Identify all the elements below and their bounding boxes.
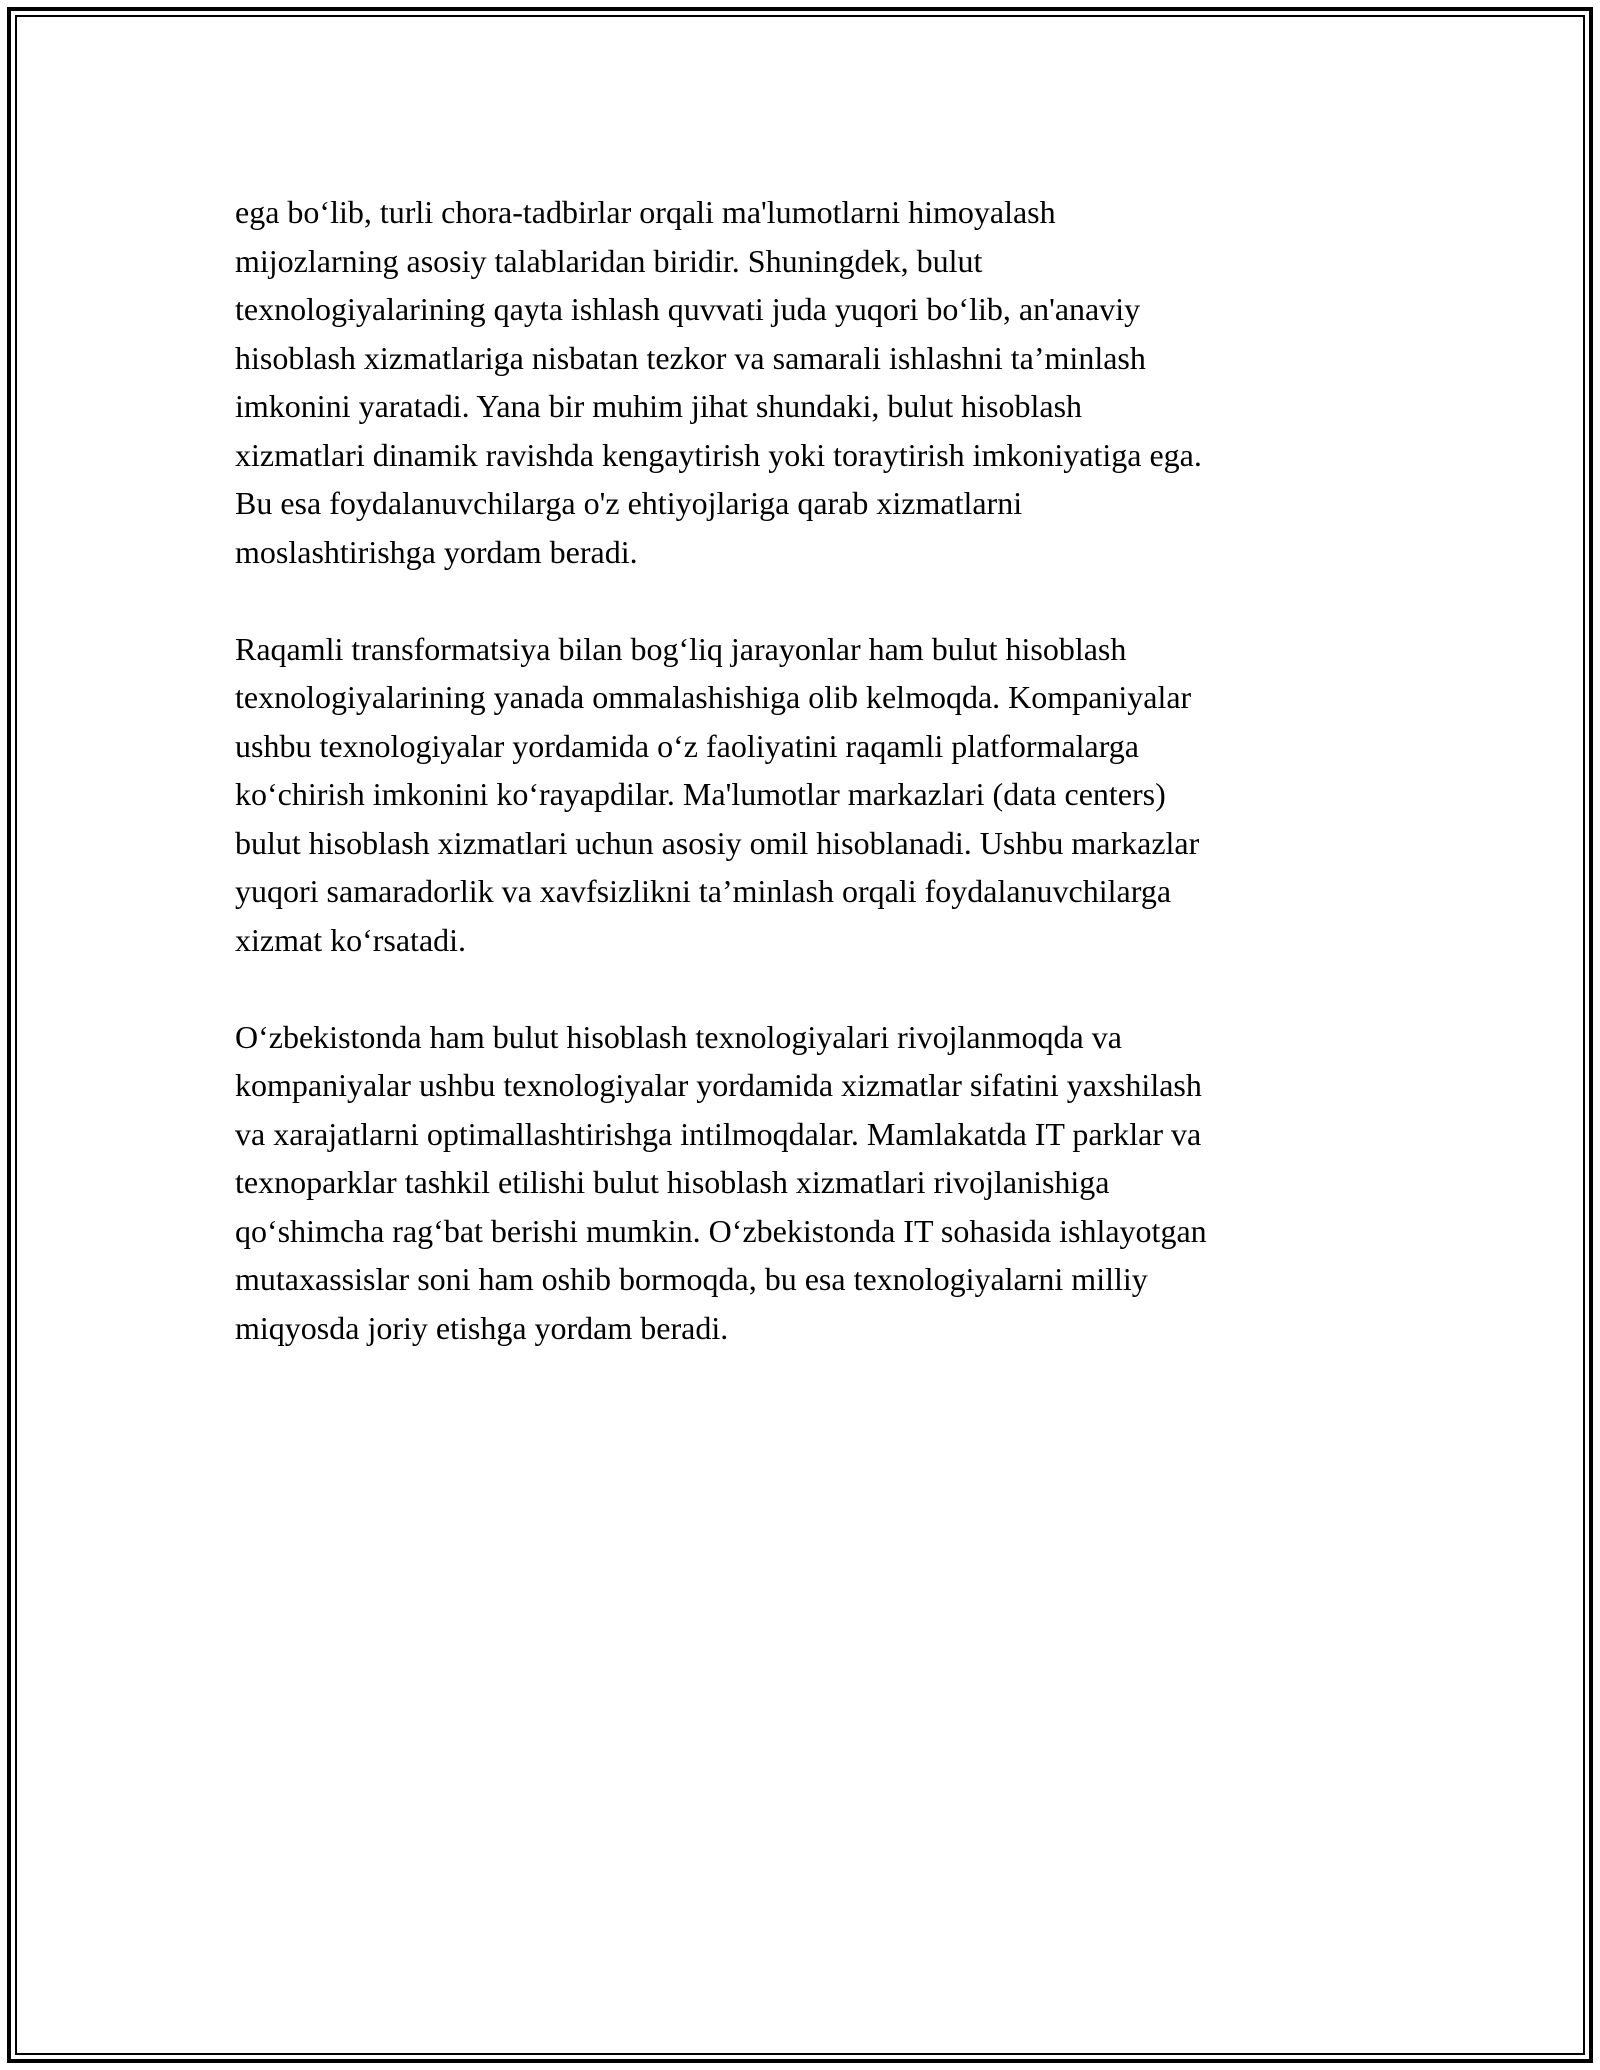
text-line: moslashtirishga yordam beradi. — [235, 533, 638, 570]
text-line: texnologiyalarining yanada ommalashishiga olib kelmoqda. Kompaniyalar — [235, 679, 1192, 715]
text-line: imkonini yaratadi. Yana bir muhim jihat shundaki, bulut hisoblash — [235, 388, 1083, 424]
text-line: bulut hisoblash xizmatlari uchun asosiy omil hisoblanadi. Ushbu markazlar — [235, 824, 1200, 861]
text-line: kompaniyalar ushbu texnologiyalar yordamida xizmatlar sifatini yaxshilash — [235, 1067, 1202, 1103]
text-line: qo‘shimcha rag‘bat berishi mumkin. O‘zbekistonda IT sohasida ishlayotgan — [235, 1212, 1207, 1249]
document-body — [235, 188, 1375, 1401]
text-line: xizmat ko‘rsatadi. — [235, 921, 467, 958]
text-line: va xarajatlarni optimallashtirishga intilmoqdalar. Mamlakatda IT parklar va — [235, 1115, 1202, 1152]
paragraph-3 — [235, 1013, 1375, 1353]
text-line: Bu esa foydalanuvchilarga o'z ehtiyojlariga qarab xizmatlarni — [235, 485, 1023, 521]
text-line: hisoblash xizmatlariga nisbatan tezkor va samarali ishlashni ta’minlash — [235, 339, 1146, 376]
paragraph-1 — [235, 188, 1375, 576]
text-line: texnoparklar tashkil etilishi bulut hisoblash xizmatlari rivojlanishiga — [235, 1164, 1110, 1200]
text-line: miqyosda joriy etishga yordam beradi. — [235, 1309, 729, 1346]
text-line: mutaxassislar soni ham oshib bormoqda, bu esa texnologiyalarni milliy — [235, 1261, 1148, 1297]
text-line: xizmatlari dinamik ravishda kengaytirish yoki toraytirish imkoniyatiga ega. — [235, 436, 1202, 473]
text-line: ushbu texnologiyalar yordamida o‘z faoliyatini raqamli platformalarga — [235, 727, 1139, 764]
text-line: texnologiyalarining qayta ishlash quvvati juda yuqori bo‘lib, an'anaviy — [235, 291, 1141, 327]
text-line: ko‘chirish imkonini ko‘rayapdilar. Ma'lumotlar markazlari (data centers) — [235, 776, 1166, 812]
paragraph-2 — [235, 625, 1375, 965]
text-line: ega bo‘lib, turli chora-tadbirlar orqali ma'lumotlarni himoyalash — [235, 194, 1056, 230]
text-line: mijozlarning asosiy talablaridan biridir. Shuningdek, bulut — [235, 242, 983, 279]
text-line: Raqamli transformatsiya bilan bog‘liq jarayonlar ham bulut hisoblash — [235, 630, 1127, 667]
text-line: O‘zbekistonda ham bulut hisoblash texnologiyalari rivojlanmoqda va — [235, 1018, 1122, 1055]
text-line: yuqori samaradorlik va xavfsizlikni ta’minlash orqali foydalanuvchilarga — [235, 873, 1172, 909]
